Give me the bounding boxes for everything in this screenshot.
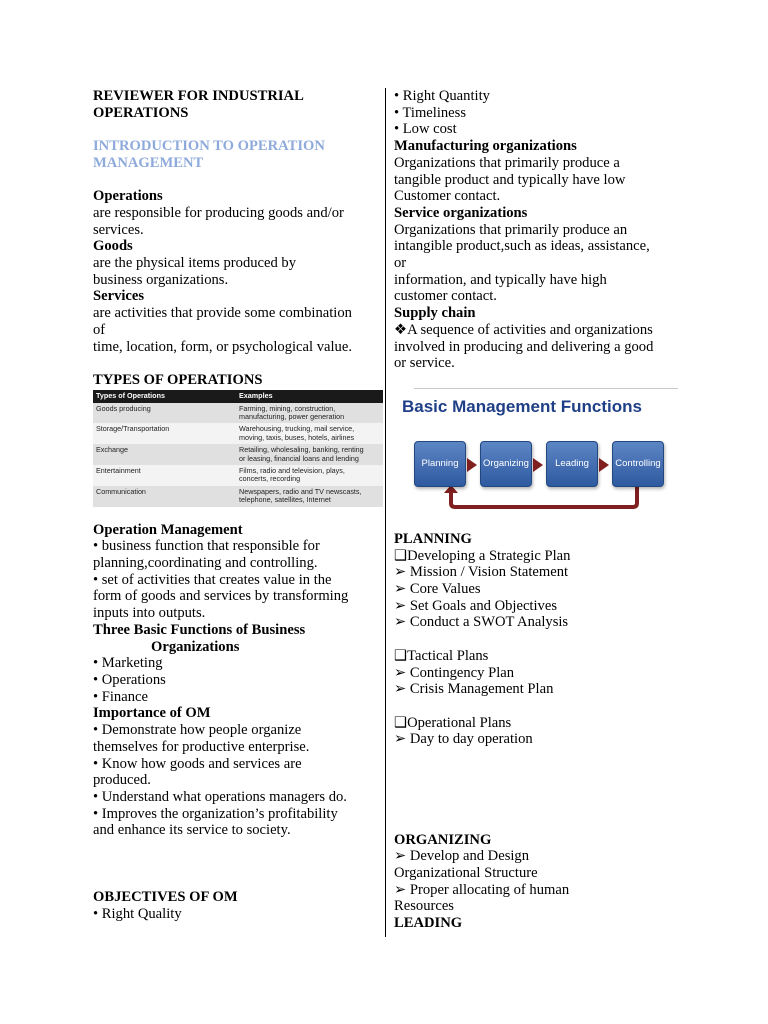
three-functions-list: • Marketing • Operations • Finance bbox=[93, 655, 166, 705]
planning-heading: PLANNING bbox=[394, 530, 472, 547]
management-functions-diagram bbox=[400, 395, 668, 515]
leading-box: Leading bbox=[546, 441, 598, 487]
organizing-heading: ORGANIZING bbox=[394, 831, 492, 848]
table-cell: Newspapers, radio and TV newscasts, telephone, satellites, Internet bbox=[236, 486, 383, 507]
services-definition: are activities that provide some combination of time, location, form, or psychological value. bbox=[93, 305, 352, 355]
planning-box: Planning bbox=[414, 441, 466, 487]
table-cell: Storage/Transportation bbox=[93, 423, 236, 444]
column-divider bbox=[385, 88, 386, 937]
manufacturing-text: Organizations that primarily produce a tangible product and typically have low Customer contact. bbox=[394, 154, 626, 205]
types-of-operations-table bbox=[93, 390, 383, 507]
table-cell: Entertainment bbox=[93, 465, 236, 486]
document-title: REVIEWER FOR INDUSTRIAL OPERATIONS bbox=[93, 88, 304, 121]
intro-heading: INTRODUCTION TO OPERATION MANAGEMENT bbox=[93, 138, 325, 171]
types-heading: TYPES OF OPERATIONS bbox=[93, 371, 263, 388]
arrow-right-icon bbox=[533, 458, 543, 472]
table-header: Types of Operations bbox=[93, 390, 236, 403]
table-row bbox=[93, 465, 383, 486]
left-column bbox=[93, 88, 378, 923]
supply-chain-heading: Supply chain bbox=[394, 305, 476, 322]
importance-text: • Demonstrate how people organize themselves for productive enterprise. • Know how goods and services are produced. • Understand what operations managers do. • Improves the organization’s profitability and enhance its service to society. bbox=[93, 722, 347, 839]
operational-text: ❑Operational Plans ➢ Day to day operation bbox=[394, 714, 533, 748]
operations-term: Operations bbox=[93, 188, 163, 205]
arrow-right-icon bbox=[467, 458, 477, 472]
planning-text: ❑Developing a Strategic Plan ➢ Mission / Vision Statement ➢ Core Values ➢ Set Goals and Objectives ➢ Conduct a SWOT Analysis bbox=[394, 547, 571, 631]
table-header: Examples bbox=[236, 390, 383, 403]
supply-chain-text: ❖A sequence of activities and organizations involved in producing and delivering a good or service. bbox=[394, 321, 654, 372]
table-row bbox=[93, 486, 383, 507]
manufacturing-heading: Manufacturing organizations bbox=[394, 138, 577, 155]
three-functions-heading-cont: Organizations bbox=[151, 638, 240, 655]
table-row bbox=[93, 444, 383, 465]
table-cell: Warehousing, trucking, mail service, moving, taxis, buses, hotels, airlines bbox=[236, 423, 383, 444]
table-cell: Exchange bbox=[93, 444, 236, 465]
organizing-box: Organizing bbox=[480, 441, 532, 487]
objectives-heading: OBJECTIVES OF OM bbox=[93, 889, 238, 906]
service-heading: Service organizations bbox=[394, 204, 528, 221]
diagram-rule bbox=[414, 388, 678, 389]
table-cell: Retailing, wholesaling, banking, renting or leasing, financial loans and lending bbox=[236, 444, 383, 465]
table-cell: Communication bbox=[93, 486, 236, 507]
table-cell: Films, radio and television, plays, concerts, recording bbox=[236, 465, 383, 486]
objectives-list: • Right Quantity • Timeliness • Low cost bbox=[394, 88, 490, 138]
table-cell: Farming, mining, construction, manufacturing, power generation bbox=[236, 403, 383, 424]
service-text: Organizations that primarily produce an intangible product,such as ideas, assistance, or information, and typically have high customer contact. bbox=[394, 221, 650, 305]
goods-definition: are the physical items produced by business organizations. bbox=[93, 255, 297, 288]
arrow-right-icon bbox=[599, 458, 609, 472]
importance-heading: Importance of OM bbox=[93, 705, 211, 722]
right-column bbox=[394, 88, 686, 932]
om-heading: Operation Management bbox=[93, 521, 243, 538]
services-term: Services bbox=[93, 288, 145, 305]
table-row bbox=[93, 403, 383, 424]
table-cell: Goods producing bbox=[93, 403, 236, 424]
tactical-text: ❑Tactical Plans ➢ Contingency Plan ➢ Crisis Management Plan bbox=[394, 647, 554, 698]
operations-definition: are responsible for producing goods and/or services. bbox=[93, 204, 344, 238]
om-text: • business function that responsible for planning,coordinating and controlling. • set of activities that creates value in the form of goods and services by transforming inputs into outputs. bbox=[93, 538, 349, 622]
organizing-text: ➢ Develop and Design Organizational Structure ➢ Proper allocating of human Resources bbox=[394, 848, 570, 915]
table-row bbox=[93, 423, 383, 444]
three-functions-heading: Three Basic Functions of Business bbox=[93, 621, 306, 638]
goods-term: Goods bbox=[93, 238, 133, 255]
leading-heading: LEADING bbox=[394, 915, 463, 932]
diagram-title: Basic Management Functions bbox=[402, 396, 642, 416]
objectives-item: • Right Quality bbox=[93, 905, 182, 922]
controlling-box: Controlling bbox=[612, 441, 664, 487]
